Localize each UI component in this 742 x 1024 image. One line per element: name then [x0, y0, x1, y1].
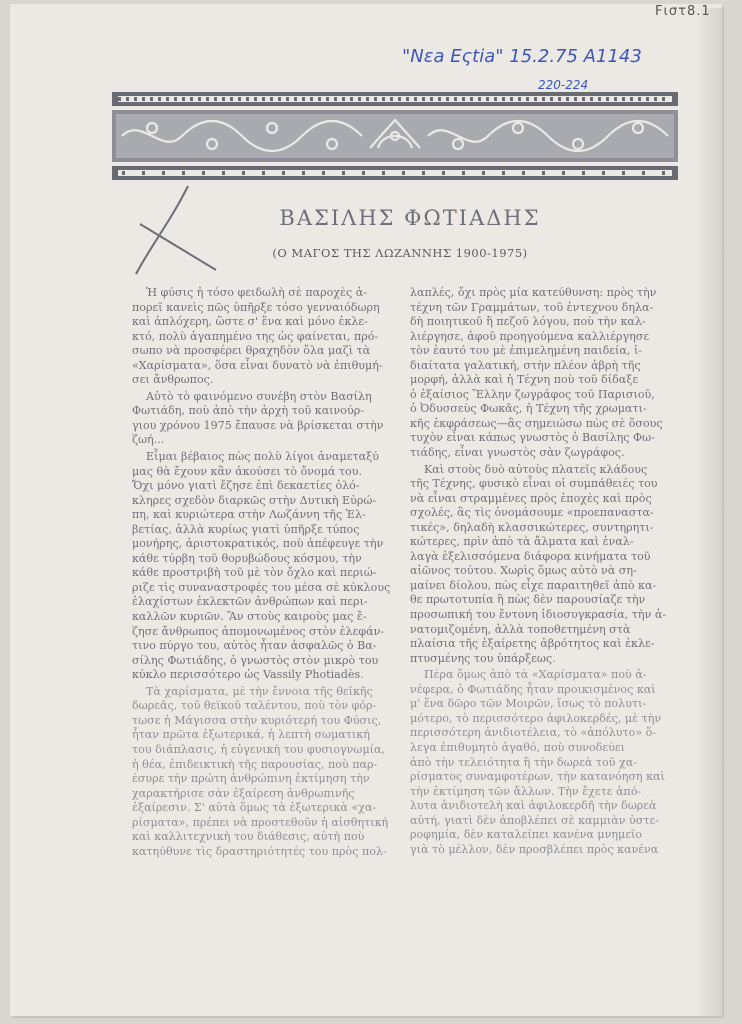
paragraph: Πέρα ὅμως ἀπὸ τὰ «Χαρίσματα» ποὺ ἀ- νέφερα, ὁ Φωτιάδης ἦταν προικισμένος καὶ μ' ἕνα δῶρο τῶν Μοιρῶν, ἴσως τὸ πολυτι- μότερο, τὸ περισσότερο ἀφιλοκερδές, μὲ τὴν περισσότερη ἀνιδιοτέλεια, τὸ «ἀπόλυτο» ὅ- λεγα ἐπιθυμητὸ ἀγαθό, ποὺ συνοδεύει ἀπὸ τὴν τελειότητα ἢ τὴν δωρεὰ τοῦ χα- ρίσματος συναμφοτέρων, τὴν κατανόηση καὶ τὴν ἐκτίμηση τῶν ἄλλων. Τὴν ἔχετε ἀπό- λυτα ἀνιδιοτελὴ καὶ ἀφιλοκερδῆ τὴν δωρεὰ αὐτή, γιατὶ δὲν ἀποβλέπει σὲ καμμιὰν ὑστε- ροφημία, δὲν καταλείπει κανένα μνημεῖο γιὰ τὸ μέλλον, δὲν προσβλέπει πρὸς κανένα	[410, 668, 665, 856]
article-subtitle: (Ο ΜΑΓΟΣ ΤΗΣ ΛΩΖΑΝΝΗΣ 1900-1975)	[272, 246, 528, 260]
pencil-cross-mark	[130, 182, 220, 277]
page-edge-shadow	[700, 8, 722, 1016]
paragraph: Ἡ φύσις ἡ τόσο φειδωλὴ σὲ παροχὲς ἀ- πορεῖ κανεὶς πῶς ὑπῆρξε τόσο γενναιόδωρη καὶ ἀπλόχερη, ὥστε σ' ἕνα καὶ μόνο ἐκλε- κτό, πολὺ ἀγαπημένο της ὡς φαίνεται, πρό- σωπο νὰ προσφέρει θραχηδὸν ὅλα μαζὶ τὰ «Χαρίσματα», ὅσα εἶναι δυνατὸ νὰ ἐπιθυμή- σει ἄνθρωπος.	[132, 286, 383, 387]
left-text-column	[132, 286, 392, 861]
paragraph: Εἶμαι βέβαιος πὼς πολὺ λίγοι ἀναμεταξύ μας θὰ ἔχουν κἂν ἀκούσει τὸ ὄνομά του. Ὄχι μόνο γιατὶ ἔζησε ἐπὶ δεκαετίες ὁλό- κληρες σχεδὸν διαρκῶς στὴν Δυτικὴ Εὐρώ- πη, καὶ κυριώτερα στὴν Λωζάννη τῆς Ἑλ- βετίας, ἀλλὰ κυρίως γιατὶ ὑπῆρξε τύπος μονήρης, ἀριστοκρατικός, ποὺ ἀπέφευγε τὴν κάθε τύρβη τοῦ θορυβώδους κόσμου, τὴν κάθε προστριβὴ τοῦ μὲ τὸν ὄχλο καὶ περιώ- ριζε τὶς συναναστροφές του μέσα σὲ κύκλους ἐλαχίστων ἐκλεκτῶν ἀνθρώπων καὶ περι- καλλῶν κυριῶν. Ἂν στοὺς καιροὺς μας ἔ- ζησε ἄνθρωπος ἀπομονωμένος στὸν ἐλεφάν- τινο πύργο του, αὐτὸς ἦταν ἀσφαλῶς ὁ Βα- σίλης Φωτιάδης, ὁ γνωστὸς στὸν μικρὸ του κύκλο περισσότερο ὡς Vassily Photiadès.	[132, 450, 391, 682]
paragraph: Καὶ στοὺς δυὸ αὐτοὺς πλατεῖς κλάδους τῆς Τέχνης, φυσικὸ εἶναι οἱ συμπάθειές του νὰ εἶναι στραμμένες πρὸς ἐποχὲς καὶ πρὸς σχολές, ἂς τὶς ὀνομάσουμε «προεπαναστα- τικές», δηλαδὴ κλασσικώτερες, συντηρητι- κώτερες, πρὶν ἀπὸ τὰ ἄλματα καὶ ἐναλ- λαγὰ ἐξελισσόμενα διάφορα κινήματα τοῦ αἰῶνος τούτου. Χωρὶς ὅμως αὐτὸ νὰ ση- μαίνει δίολου, πὼς εἶχε παραιτηθεῖ ἀπὸ κα- θε πρωτοτυπία ἢ πὼς δὲν παρουσίαζε τὴν προσωπική του ἔντονη ἰδιοσυγκρασία, τὴν ἀ- νατομιζομένη, ἀλλὰ τοποθετημένη στὰ πλαίσια τῆς ἐξαίρετης ἀβρότητος καὶ ἐκλε- πτυσμένης του ὑπάρξεως.	[410, 462, 667, 665]
handwritten-source-note: "Nεa Eςtia" 15.2.75 A1143	[402, 46, 642, 67]
paragraph: Αὐτὸ τὸ φαινόμενο συνέβη στὸν Βασίλη Φωτιάδη, ποὺ ἀπὸ τὴν ἀρχὴ τοῦ καινούρ- γιου χρόνου 1975 ἔπαυσε νὰ βρίσκεται στὴν ζωή...	[132, 389, 384, 447]
paragraph: Τὰ χαρίσματα, μὲ τὴν ἔννοια τῆς θεϊκῆς δωρεᾶς, τοῦ θεϊκοῦ ταλέντου, ποὺ τὸν φόρ- τωσε ἡ Μάγισσα στὴν κυριότερή του Φύσις, ἦταν πρῶτα ἐξωτερικά, ἡ λεπτὴ σωματική του διάπλασις, ἡ εὐγενικὴ του φυσιογνωμία, ἡ θέα, ἐπιδεικτικὴ τῆς παρουσίας, ποὺ παρ- έσυρε τὴν πρώτη ἀνθρώπινη ἐκτίμηση τὴν χαρακτήρισε σὰν ἐξαίρεση ἀνθρωπινῆς ἐξαίρεσιν. Σ' αὐτὰ ὅμως τὰ ἐξωτερικὰ «χα- ρίσματα», πρέπει νὰ προστεθοῦν ἡ αἰσθητική καὶ καλλιτεχνικὴ του διάθεσις, αὐτὴ ποὺ κατηύθυνε τὶς δραστηριότητές του πρὸς πολ-	[132, 684, 389, 858]
article-title: ΒΑΣΙΛΗΣ ΦΩΤΙΑΔΗΣ	[279, 206, 541, 230]
handwritten-page-range: 220-224	[538, 78, 589, 92]
right-text-column	[410, 286, 680, 859]
decorative-header-ornament	[112, 92, 678, 182]
folio-annotation: Fιστ8.1	[655, 4, 711, 19]
paragraph: λαπλές, ὄχι πρὸς μία κατεύθυνση: πρὸς τὴν τέχνη τῶν Γραμμάτων, τοῦ ἐντεχνου δηλα- δὴ ποιητικοῦ ἢ πεζοῦ λόγου, ποὺ τὴν καλ- λιέργησε, ἀφοῦ προηγούμενα καλλιέργησε τὸν ἑαυτό του μὲ ἐπιμελημένη παιδεία, ἰ- διαίτατα γαλατική, στὴν πλέον ἀβρὴ τῆς μορφή, ἀλλὰ καὶ ἡ Τέχνη ποὺ τοῦ δίδαξε ὁ ἐξαίσιος Ἕλλην ζωγράφος τοῦ Παρισιοῦ, ὁ Ὀδυσσεὺς Φωκᾶς, ἡ Τέχνη τῆς χρωματι- κῆς ἐκφράσεως—ἂς σημειώσω πὼς σὲ ὅσους τυχὸν εἶναι κάπως γνωστὸς ὁ Βασίλης Φω- τιάδης, εἶναι γνωστὸς σὰν ζωγράφος.	[410, 286, 663, 460]
